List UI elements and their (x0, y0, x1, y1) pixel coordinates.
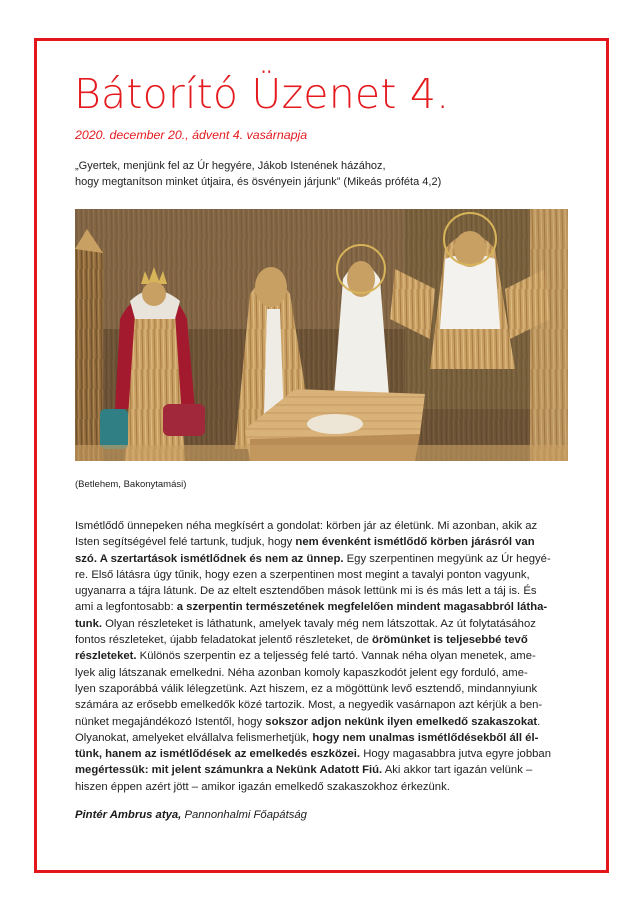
text-run: Különös szerpentin ez a teljesség felé tartó. Vannak néha olyan menetek, ame- (136, 650, 536, 663)
body-line (75, 583, 568, 599)
body-line (75, 697, 568, 713)
text-run: ami a legfontosabb: (75, 601, 177, 614)
body-text (75, 518, 568, 795)
body-line (75, 632, 568, 648)
body-line (75, 779, 568, 795)
quote-line: „Gyertek, menjünk fel az Úr hegyére, Jákob Istenének házához, (75, 160, 386, 172)
body-line (75, 567, 568, 583)
body-line (75, 681, 568, 697)
signature (75, 809, 307, 821)
page-title: Bátorító Üzenet 4. (74, 70, 450, 118)
bold-run: a szerpentin természetének megfelelően mindent magasabbról látha- (176, 601, 548, 614)
body-line (75, 551, 568, 567)
text-run: re. Első látásra úgy tűnik, hogy ezen a szerpentinen most megint a tavalyi ponton vagyunk, (75, 568, 530, 581)
text-run: Isten segítségével felé tartunk, tudjuk, hogy (75, 536, 296, 549)
body-line (75, 518, 568, 534)
text-run: nünket megajándékozó Istentől, hogy (75, 715, 266, 728)
body-line (75, 746, 568, 762)
text-run: ugyanarra a tájra látunk. De az eltelt esztendőben mások lettünk mi is és más lett a táj is. És (75, 585, 537, 598)
text-run: Egy szerpentinen megyünk az Úr hegyé- (343, 552, 551, 565)
bold-run: nem évenként ismétlődő körben járásról van (295, 536, 535, 549)
bold-run: tünk, hanem az ismétlődések az emelkedés eszközei. (75, 748, 361, 761)
quote-line: hogy megtanítson minket útjaira, és ösvényein járjunk” (Mikeás próféta 4,2) (75, 176, 442, 188)
body-line (75, 762, 568, 778)
bold-run: szó. A szertartások ismétlődnek és nem az ünnep. (75, 552, 344, 565)
body-line (75, 534, 568, 550)
body-line (75, 616, 568, 632)
body-line (75, 599, 568, 615)
bold-run: hogy nem unalmas ismétlődésekből áll él- (312, 731, 539, 744)
text-run: lyek alig látszanak emelkedni. Néha azonban komoly kapaszkodót jelent egy forduló, ame- (75, 666, 528, 679)
text-run: számára az erősebb emelkedők közé tartozik. Most, a negyedik vasárnapon azt kérjük a ben- (75, 699, 543, 712)
nativity-photo (75, 209, 568, 461)
signature-org: Pannonhalmi Főapátság (181, 809, 307, 821)
text-run: Olyan részleteket is láthatunk, amelyek tavaly még nem látszottak. Az út folytatásához (102, 617, 536, 630)
text-run: Olyanokat, amelyeket elvállalva felismerhetjük, (75, 731, 313, 744)
body-line (75, 714, 568, 730)
body-line (75, 665, 568, 681)
text-run: Ismétlődő ünnepeken néha megkísért a gondolat: körben jár az életünk. Mi azonban, akik az (75, 520, 538, 532)
signature-name: Pintér Ambrus atya, (75, 809, 182, 821)
text-run: . (537, 715, 541, 728)
body-line (75, 730, 568, 746)
text-run: Hogy magasabbra jutva egyre jobban (360, 748, 551, 761)
bold-run: sokszor adjon nekünk ilyen emelkedő szakaszokat (265, 715, 538, 728)
text-run: hiszen éppen azért jött – amikor igazán emelkedő szakaszokhoz érkezünk. (75, 780, 450, 793)
bold-run: megértessük: mit jelent számunkra a Nekünk Adatott Fiú. (75, 764, 383, 777)
text-run: fontos részleteket, újabb feladatokat jelentő részleteket, de (75, 634, 373, 647)
body-line (75, 648, 568, 664)
bold-run: örömünket is teljesebbé tevő (372, 634, 528, 647)
bold-run: részleteket. (75, 650, 137, 663)
scripture-quote (75, 158, 575, 190)
page-subtitle: 2020. december 20., ádvent 4. vasárnapja (75, 128, 308, 142)
text-run: lyen szaporábbá válik lélegzetünk. Azt hiszem, ez a mögöttünk levő esztendő, mindannyiunk (75, 682, 538, 695)
bold-run: tunk. (75, 617, 102, 630)
image-caption: (Betlehem, Bakonytamási) (75, 479, 187, 490)
text-run: Aki akkor tart igazán velünk – (382, 764, 533, 777)
